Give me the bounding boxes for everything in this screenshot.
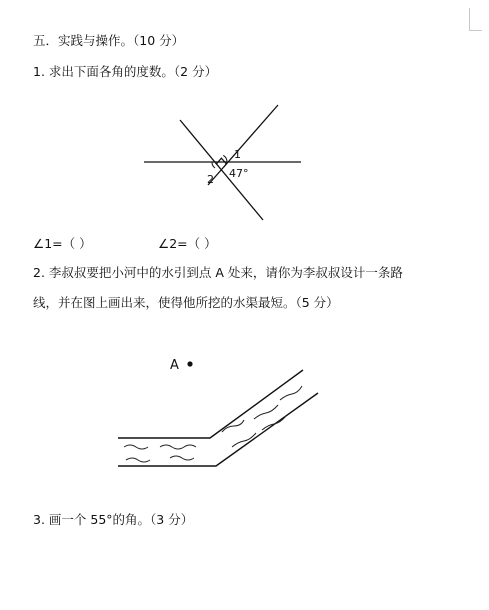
angle-1-label: 1 [234, 148, 241, 161]
angle-1-answer: ∠1=（ ） [33, 236, 92, 251]
river-figure [118, 358, 318, 466]
right-angle-mark [217, 158, 227, 164]
angle-figure [144, 105, 301, 220]
angle-2-arc [212, 162, 215, 168]
river-waves [124, 386, 302, 462]
river-lower-bank [118, 393, 318, 466]
section-title: 五．实践与操作。（10 分） [33, 33, 185, 48]
angle-2-label: 2 [207, 173, 214, 186]
river-upper-bank [118, 370, 303, 438]
angle-2-answer: ∠2=（ ） [158, 236, 217, 251]
question-1-text: 1. 求出下面各角的度数。（2 分） [33, 64, 218, 79]
question-2-line-1: 2. 李叔叔要把小河中的水引到点 A 处来，请你为李叔叔设计一条路 [33, 265, 403, 280]
question-3-text: 3. 画一个 55°的角。（3 分） [33, 512, 194, 527]
point-a-label: A [170, 358, 179, 373]
question-2-line-2: 线，并在图上画出来，使得他所挖的水渠最短。（5 分） [33, 295, 339, 310]
point-a-dot [187, 361, 192, 366]
angle-47-label: 47° [229, 167, 249, 180]
